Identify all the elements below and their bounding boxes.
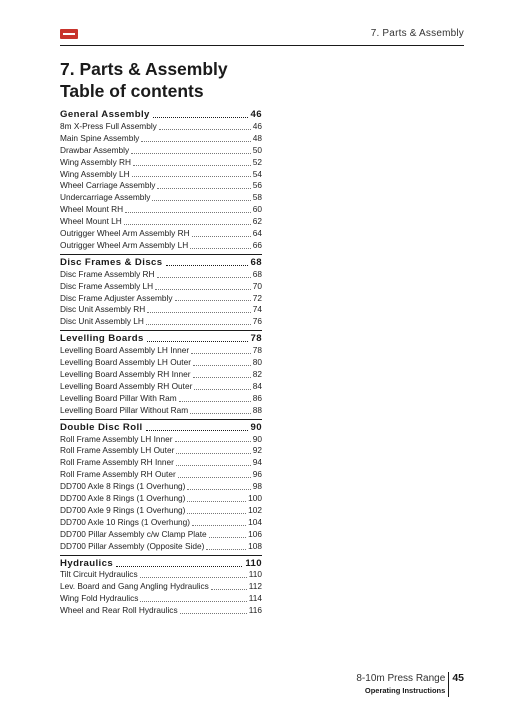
- dot-leader: [211, 588, 247, 590]
- toc-entry[interactable]: [60, 581, 262, 593]
- toc-entry-page: 80: [252, 357, 262, 368]
- dot-leader: [159, 128, 251, 130]
- page-number: 45: [452, 672, 464, 684]
- toc-entry-page: 110: [248, 569, 262, 580]
- footer-doc-type: Operating Instructions: [364, 686, 446, 695]
- toc-entry[interactable]: [60, 405, 262, 417]
- page-footer: [356, 672, 464, 697]
- toc-entry-page: 68: [252, 268, 262, 279]
- toc-entry[interactable]: [60, 293, 262, 305]
- toc-entry[interactable]: [60, 457, 262, 469]
- toc-entry-label: Disc Unit Assembly RH: [60, 304, 146, 315]
- toc-entry-page: 54: [252, 168, 262, 179]
- toc-entry-label: Disc Unit Assembly LH: [60, 316, 144, 327]
- toc-entry-label: Levelling Board Assembly RH Outer: [60, 380, 193, 391]
- toc-entry-label: Outrigger Wheel Arm Assembly RH: [60, 228, 190, 238]
- toc-entry-page: 102: [248, 504, 262, 515]
- dot-leader: [190, 412, 251, 414]
- toc-entry-page: 96: [252, 469, 262, 480]
- toc-entry-page: 48: [252, 132, 262, 143]
- dot-leader: [192, 235, 251, 237]
- footer-text: [356, 672, 449, 697]
- toc-entry-page: 84: [252, 380, 262, 391]
- dot-leader: [166, 264, 248, 266]
- toc-entry[interactable]: [60, 381, 262, 393]
- toc-entry[interactable]: [60, 216, 262, 228]
- toc-entry-label: Wheel Carriage Assembly: [60, 180, 156, 191]
- dot-leader: [146, 429, 248, 431]
- dot-leader: [175, 440, 251, 442]
- toc-entry[interactable]: [60, 269, 262, 281]
- toc-entry[interactable]: [60, 369, 262, 381]
- toc-entry-page: 88: [252, 404, 262, 415]
- toc-entry[interactable]: [60, 393, 262, 405]
- toc-entry-page: 58: [252, 192, 262, 203]
- dot-leader: [146, 323, 251, 325]
- toc-entry[interactable]: [60, 541, 262, 553]
- toc-section: [60, 109, 262, 255]
- toc-entry-label: DD700 Pillar Assembly c/w Clamp Plate: [60, 528, 207, 539]
- toc-entry-page: 60: [252, 204, 262, 215]
- toc-entry-page: 104: [248, 516, 262, 527]
- toc-entry[interactable]: [60, 357, 262, 369]
- toc-entry[interactable]: [60, 304, 262, 316]
- toc-entry-page: 72: [252, 292, 262, 303]
- toc-entry-label: DD700 Axle 8 Rings (1 Overhung): [60, 481, 186, 492]
- dot-leader: [194, 388, 250, 390]
- toc-entry-page: 78: [252, 345, 262, 356]
- dot-leader: [141, 140, 250, 142]
- toc-heading-label: Levelling Boards: [60, 333, 144, 345]
- toc-section-heading[interactable]: [60, 558, 262, 570]
- dot-leader: [180, 612, 247, 614]
- toc-entry-page: 64: [252, 228, 262, 238]
- dot-leader: [192, 524, 246, 526]
- dot-leader: [155, 288, 251, 290]
- dot-leader: [152, 199, 250, 201]
- toc-entry-label: Roll Frame Assembly RH Outer: [60, 469, 176, 480]
- toc-heading-label: Hydraulics: [60, 557, 114, 569]
- toc-section-heading[interactable]: [60, 257, 262, 269]
- dot-leader: [147, 340, 248, 342]
- dot-leader: [187, 500, 246, 502]
- dot-leader: [125, 211, 251, 213]
- dot-leader: [131, 152, 251, 154]
- toc-heading-label: Double Disc Roll: [60, 421, 143, 433]
- toc-entry-page: 108: [248, 540, 262, 551]
- toc-entry-page: 66: [252, 239, 262, 250]
- toc-entry-label: Wing Assembly LH: [60, 168, 130, 179]
- toc-entry-label: DD700 Axle 8 Rings (1 Overhung): [60, 493, 186, 504]
- toc-entry-label: Wheel and Rear Roll Hydraulics: [60, 605, 178, 616]
- toc-entry-label: Levelling Board Pillar With Ram: [60, 392, 177, 403]
- toc-entry-page: 92: [252, 445, 262, 456]
- toc-entry-label: Roll Frame Assembly RH Inner: [60, 457, 174, 468]
- toc-entry-page: 52: [252, 156, 262, 167]
- toc-entry-label: Disc Frame Assembly RH: [60, 268, 155, 279]
- title-block: [60, 58, 360, 102]
- toc-entry-page: 76: [252, 316, 262, 327]
- toc-entry-label: DD700 Axle 9 Rings (1 Overhung): [60, 504, 186, 515]
- toc-entry-label: Roll Frame Assembly LH Outer: [60, 445, 175, 456]
- toc-section-heading[interactable]: [60, 109, 262, 121]
- toc-entry[interactable]: [60, 204, 262, 216]
- header-rule: [60, 45, 464, 46]
- dot-leader: [157, 276, 251, 278]
- dot-leader: [191, 352, 251, 354]
- toc-entry-page: 98: [252, 481, 262, 492]
- toc-entry-page: 62: [252, 216, 262, 227]
- dot-leader: [124, 223, 251, 225]
- toc-section: [60, 558, 262, 618]
- toc-heading-page: 68: [250, 256, 262, 268]
- toc-entry-label: Outrigger Wheel Arm Assembly LH: [60, 239, 189, 250]
- dot-leader: [187, 512, 246, 514]
- toc-entry-label: 8m X-Press Full Assembly: [60, 120, 157, 131]
- toc-entry-page: 116: [248, 605, 262, 616]
- toc-entry-label: DD700 Pillar Assembly (Opposite Side): [60, 540, 205, 551]
- toc-entry[interactable]: [60, 593, 262, 605]
- dot-leader: [140, 600, 246, 602]
- toc-section-heading[interactable]: [60, 422, 262, 434]
- dot-leader: [140, 576, 247, 578]
- dot-leader: [157, 187, 250, 189]
- dot-leader: [132, 175, 251, 177]
- toc-entry-page: 46: [252, 120, 262, 131]
- dot-leader: [209, 536, 247, 538]
- toc-entry[interactable]: [60, 481, 262, 493]
- dot-leader: [116, 565, 242, 567]
- toc-entry-page: 50: [252, 144, 262, 155]
- section-divider: [60, 419, 262, 420]
- toc-entry-page: 94: [252, 457, 262, 468]
- dot-leader: [178, 476, 251, 478]
- header-section-title: 7. Parts & Assembly: [370, 28, 464, 39]
- toc-entry-label: Disc Frame Assembly LH: [60, 280, 154, 291]
- dot-leader: [193, 376, 251, 378]
- toc-entry-label: Levelling Board Assembly RH Inner: [60, 369, 191, 380]
- page-header: [60, 27, 464, 43]
- toc-entry[interactable]: [60, 605, 262, 617]
- toc-entry[interactable]: [60, 281, 262, 293]
- footer-product: 8-10m Press Range: [356, 673, 446, 684]
- toc-entry-label: Roll Frame Assembly LH Inner: [60, 433, 173, 444]
- toc-entry[interactable]: [60, 517, 262, 529]
- toc-entry-page: 114: [248, 593, 262, 604]
- dot-leader: [193, 364, 251, 366]
- toc-heading-label: General Assembly: [60, 109, 150, 120]
- toc-entry-label: DD700 Axle 10 Rings (1 Overhung): [60, 516, 191, 527]
- toc-entry-label: Drawbar Assembly: [60, 144, 130, 155]
- table-of-contents: [60, 108, 262, 617]
- toc-entry[interactable]: [60, 345, 262, 357]
- toc-heading-page: 90: [250, 421, 262, 433]
- toc-entry[interactable]: [60, 240, 262, 252]
- dot-leader: [175, 299, 251, 301]
- toc-section-heading[interactable]: [60, 333, 262, 345]
- toc-entry[interactable]: [60, 529, 262, 541]
- toc-entry-page: 56: [252, 180, 262, 191]
- toc-entry-label: Lev. Board and Gang Angling Hydraulics: [60, 581, 209, 592]
- dot-leader: [187, 488, 250, 490]
- toc-entry-label: Wheel Mount LH: [60, 216, 122, 227]
- dot-leader: [133, 164, 251, 166]
- toc-entry-label: Tilt Circuit Hydraulics: [60, 569, 138, 580]
- toc-heading-page: 46: [250, 109, 262, 120]
- toc-entry-page: 100: [248, 493, 262, 504]
- toc-entry[interactable]: [60, 169, 262, 181]
- toc-entry[interactable]: [60, 228, 262, 240]
- toc-entry[interactable]: [60, 505, 262, 517]
- toc-entry-page: 70: [252, 280, 262, 291]
- toc-section: [60, 333, 262, 419]
- toc-entry[interactable]: [60, 192, 262, 204]
- dot-leader: [179, 400, 251, 402]
- toc-entry-page: 82: [252, 369, 262, 380]
- toc-section: [60, 257, 262, 331]
- page-title: 7. Parts & Assembly: [60, 59, 228, 79]
- toc-entry[interactable]: [60, 121, 262, 133]
- dot-leader: [147, 311, 250, 313]
- toc-section: [60, 422, 262, 556]
- brand-logo-icon: [60, 29, 78, 39]
- toc-entry[interactable]: [60, 180, 262, 192]
- section-divider: [60, 254, 262, 255]
- toc-entry-page: 112: [248, 581, 262, 592]
- toc-heading-page: 110: [245, 557, 262, 569]
- toc-entry-label: Disc Frame Adjuster Assembly: [60, 292, 173, 303]
- toc-entry-label: Main Spine Assembly: [60, 132, 140, 143]
- toc-entry-label: Wing Assembly RH: [60, 156, 132, 167]
- toc-entry[interactable]: [60, 157, 262, 169]
- toc-entry-label: Wing Fold Hydraulics: [60, 593, 139, 604]
- toc-entry-label: Levelling Board Pillar Without Ram: [60, 404, 189, 415]
- toc-entry-page: 90: [252, 433, 262, 444]
- toc-entry[interactable]: [60, 434, 262, 446]
- toc-entry[interactable]: [60, 469, 262, 481]
- toc-heading-page: 78: [250, 333, 262, 345]
- toc-heading-label: Disc Frames & Discs: [60, 256, 163, 268]
- toc-entry[interactable]: [60, 145, 262, 157]
- toc-entry-page: 106: [248, 528, 262, 539]
- toc-entry-page: 74: [252, 304, 262, 315]
- toc-entry[interactable]: [60, 133, 262, 145]
- toc-entry-label: Wheel Mount RH: [60, 204, 124, 215]
- dot-leader: [176, 464, 251, 466]
- dot-leader: [190, 247, 251, 249]
- dot-leader: [176, 452, 250, 454]
- section-divider: [60, 555, 262, 556]
- page-subtitle: Table of contents: [60, 81, 204, 101]
- toc-entry[interactable]: [60, 445, 262, 457]
- toc-entry-label: Levelling Board Assembly LH Inner: [60, 345, 190, 356]
- dot-leader: [153, 116, 248, 118]
- toc-entry-label: Undercarriage Assembly: [60, 192, 151, 203]
- toc-entry[interactable]: [60, 570, 262, 582]
- toc-entry[interactable]: [60, 316, 262, 328]
- section-divider: [60, 330, 262, 331]
- toc-entry-label: Levelling Board Assembly LH Outer: [60, 357, 191, 368]
- dot-leader: [206, 548, 246, 550]
- toc-entry-page: 86: [252, 392, 262, 403]
- toc-entry[interactable]: [60, 493, 262, 505]
